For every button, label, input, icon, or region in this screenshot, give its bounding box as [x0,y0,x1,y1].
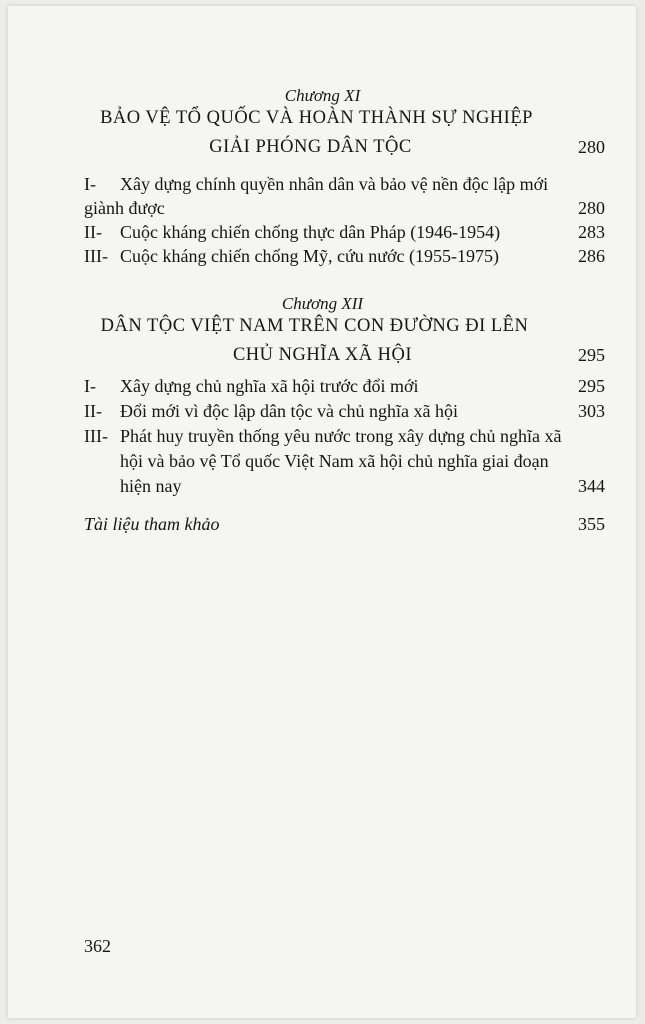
entry-roman: II- [84,222,102,242]
entry-roman: I- [84,174,96,194]
entry-roman: I- [84,376,96,396]
references-label: Tài liệu tham khảo [84,514,220,534]
entry-page: 280 [578,198,605,218]
page-number: 362 [84,936,111,956]
entry-page: 303 [578,401,605,421]
chapter-11-label: Chương XI [284,86,361,105]
entry-text: Cuộc kháng chiến chống Mỹ, cứu nước (1955-1975) [120,246,499,266]
entry-roman: II- [84,401,102,421]
entry-roman: III- [84,426,108,446]
entry-page: 286 [578,246,605,266]
chapter-11-title-line2: GIẢI PHÓNG DÂN TỘC [209,137,412,157]
entry-text-cont: giành được [84,198,165,218]
chapter-11-page: 280 [578,137,605,157]
entry-page: 344 [578,476,605,496]
entry-text: Đổi mới vì độc lập dân tộc và chủ nghĩa xã hội [120,401,458,421]
entry-text-cont: hội và bảo vệ Tổ quốc Việt Nam xã hội chủ nghĩa giai đoạn [120,451,549,471]
chapter-12-title-line1: DÂN TỘC VIỆT NAM TRÊN CON ĐƯỜNG ĐI LÊN [100,316,529,336]
chapter-11-title-line1: BẢO VỆ TỔ QUỐC VÀ HOÀN THÀNH SỰ NGHIỆP [100,108,533,128]
entry-text-cont: hiện nay [120,476,182,496]
entry-text: Cuộc kháng chiến chống thực dân Pháp (1946-1954) [120,222,501,242]
chapter-12-label: Chương XII [281,294,364,313]
chapter-12-title-line2: CHỦ NGHĨA XÃ HỘI [232,345,413,365]
entry-text: Xây dựng chính quyền nhân dân và bảo vệ nền độc lập mới [120,174,549,194]
entry-page: 283 [578,222,605,242]
references-page: 355 [578,514,605,534]
entry-text: Xây dựng chủ nghĩa xã hội trước đổi mới [120,376,419,396]
entry-page: 295 [578,376,605,396]
entry-roman: III- [84,246,108,266]
entry-text: Phát huy truyền thống yêu nước trong xây dựng chủ nghĩa xã [120,426,562,446]
chapter-12-page: 295 [578,345,605,365]
